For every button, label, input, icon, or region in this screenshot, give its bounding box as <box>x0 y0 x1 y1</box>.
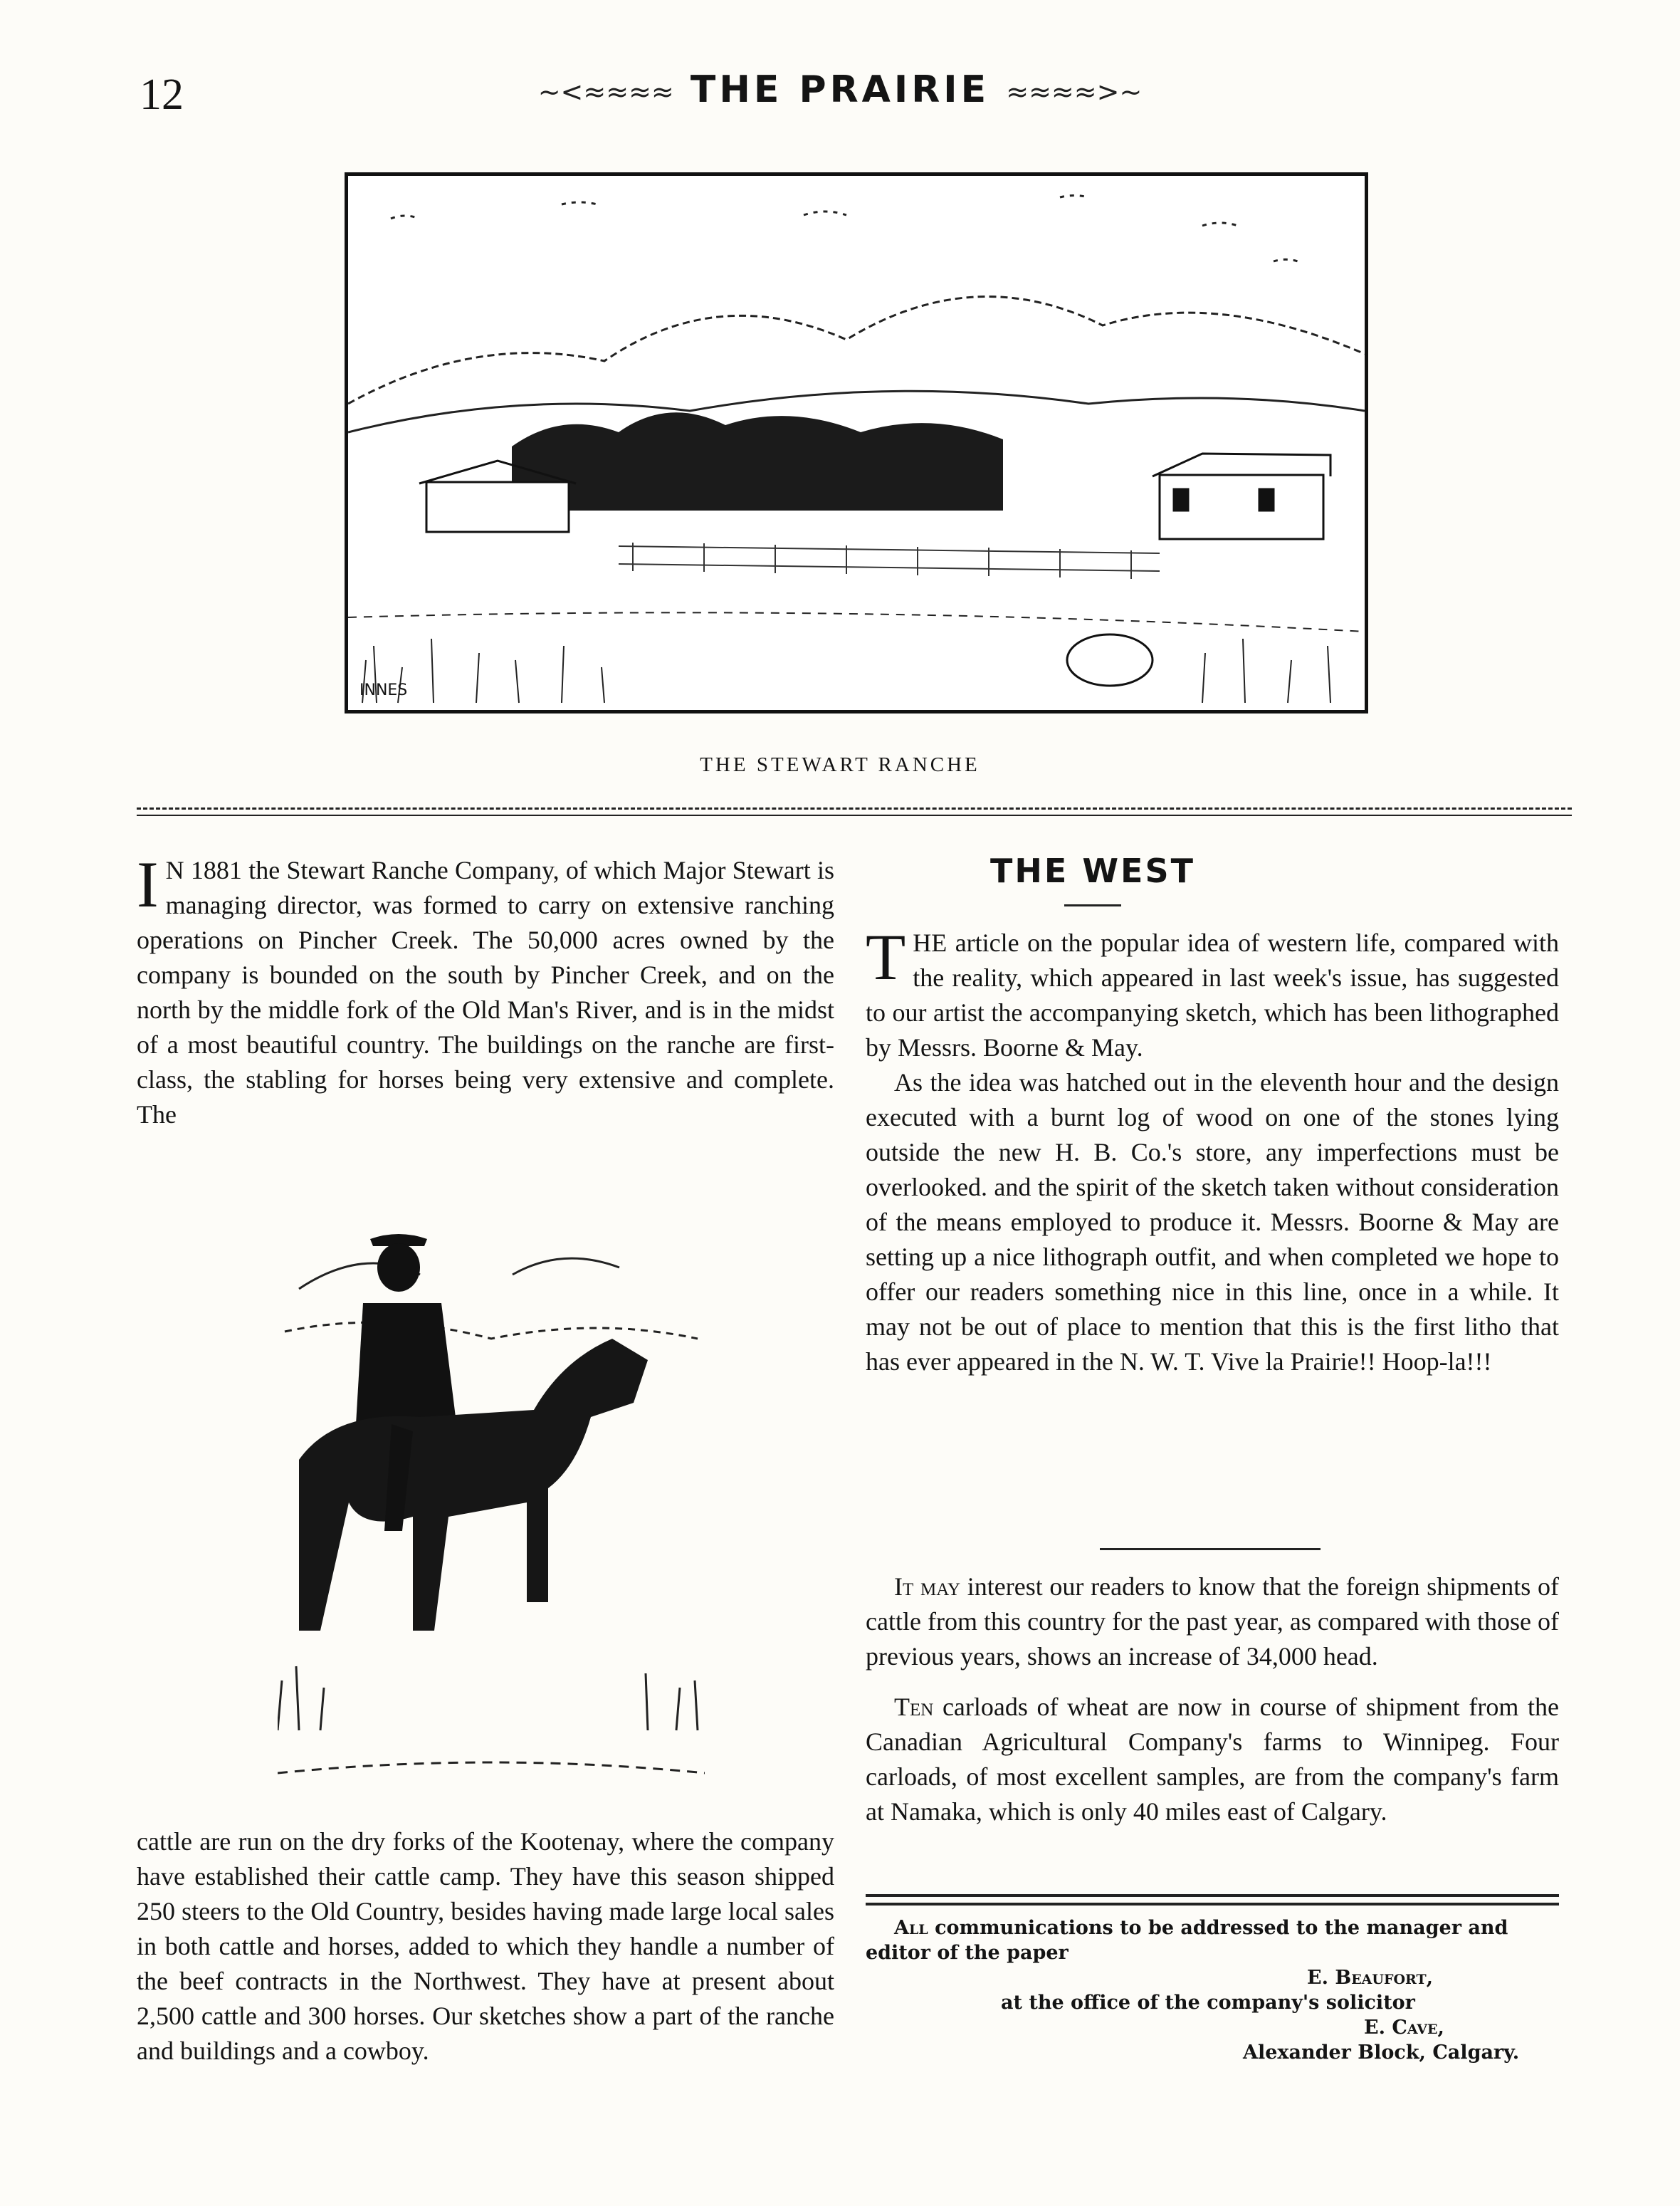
ranche-sketch-icon <box>348 176 1365 710</box>
address-notice <box>866 1915 1559 2065</box>
notice-lead: All <box>894 1917 928 1939</box>
wheat-paragraph <box>866 1690 1559 1829</box>
ranche-illustration <box>345 172 1368 713</box>
solicitor-name: E. Cave, <box>1364 2017 1444 2039</box>
page-number: 12 <box>140 70 184 119</box>
cattle-lead: It may <box>894 1572 961 1601</box>
stewart-ranche-continued: cattle are run on the dry forks of the Kootenay, where the company have established their cattle camp. They have this season shipped 250 steers to the Old Country, besides having made large local sales in both cattle and horses, added to which they handle a number of the beef contracts in the Northwest. They have at present about 2,500 cattle and 300 horses. Our sketches show a part of the ranche and buildings and a cowboy. <box>137 1827 834 2065</box>
notice-line-1 <box>866 1915 1559 1965</box>
the-west-paragraph-1 <box>866 921 1559 1065</box>
illustration-caption: THE STEWART RANCHE <box>700 753 980 776</box>
artist-signature: INNES <box>359 681 408 699</box>
section-divider <box>137 807 1572 816</box>
notice-address: Alexander Block, Calgary. <box>1243 2042 1520 2064</box>
flourish-left-icon: ~<≈≈≈≈ <box>537 76 674 108</box>
cowboy-illustration <box>278 1232 705 1802</box>
wheat-lead: Ten <box>894 1693 934 1721</box>
stewart-ranche-text: N 1881 the Stewart Ranche Company, of which Major Stewart is managing director, was formed to carry on extensive ranching operations on Pincher Creek. The 50,000 acres owned by the company is bounded on the south by Pincher Creek, and on the north by the middle fork of the Old Man's River, and is in the midst of a most beautiful country. The buildings on the ranche are first-class, the stabling for horses being very extensive and complete. The <box>137 856 834 1129</box>
left-column-continued <box>137 1824 834 2069</box>
news-items <box>866 1569 1559 1829</box>
masthead-title: THE PRAIRIE <box>690 68 990 111</box>
cattle-text: interest our readers to know that the foreign shipments of cattle from this country for the past year, as compared with those of previous years, shows an increase of 34,000 head. <box>866 1572 1559 1671</box>
cowboy-on-horse-icon <box>278 1232 705 1802</box>
short-divider <box>1100 1548 1321 1550</box>
section-heading: THE WEST <box>990 852 1195 890</box>
notice-text: communications to be addressed to the manager and editor of the paper <box>866 1917 1508 1964</box>
heading-rule <box>1064 904 1121 906</box>
notice-line-2: at the office of the company's solicitor <box>1001 1992 1415 2014</box>
flourish-right-icon: ≈≈≈≈>~ <box>1006 76 1143 108</box>
the-west-paragraph-2: As the idea was hatched out in the eleventh hour and the design executed with a burnt log of wood on one of the stones lying outside the new H. B. Co.'s store, any imperfections must be overlooked. and the spirit of the sketch taken without consideration of the means employed to produce it. Messrs. Boorne & May are setting up a nice lithograph outfit, and when completed we hope to offer our readers something nice in this line, once in a while. It may not be out of place to mention that this is the first litho that has ever appeared in the N. W. T. Vive la Prairie!! Hoop-la!!! <box>866 1068 1559 1376</box>
drop-cap-t: T <box>866 921 906 993</box>
wheat-text: carloads of wheat are now in course of shipment from the Canadian Agricultural Company's farms to Winnipeg. Four carloads, of most excellent samples, are from the company's farm at Namaka, which is only 40 miles east of Calgary. <box>866 1693 1559 1826</box>
right-column <box>866 921 1559 1379</box>
cattle-shipments-paragraph <box>866 1569 1559 1674</box>
masthead <box>0 68 1680 111</box>
manager-name: E. Beaufort, <box>1307 1967 1434 1989</box>
the-west-text-1: HE article on the popular idea of western life, compared with the reality, which appeared in last week's issue, has suggested to our artist the accompanying sketch, which has been lithographed by Messrs. Boorne & May. <box>866 929 1559 1062</box>
stewart-ranche-paragraph <box>137 848 834 1132</box>
notice-divider <box>866 1894 1559 1906</box>
left-column-intro <box>137 848 834 1132</box>
drop-cap: I <box>137 848 159 921</box>
